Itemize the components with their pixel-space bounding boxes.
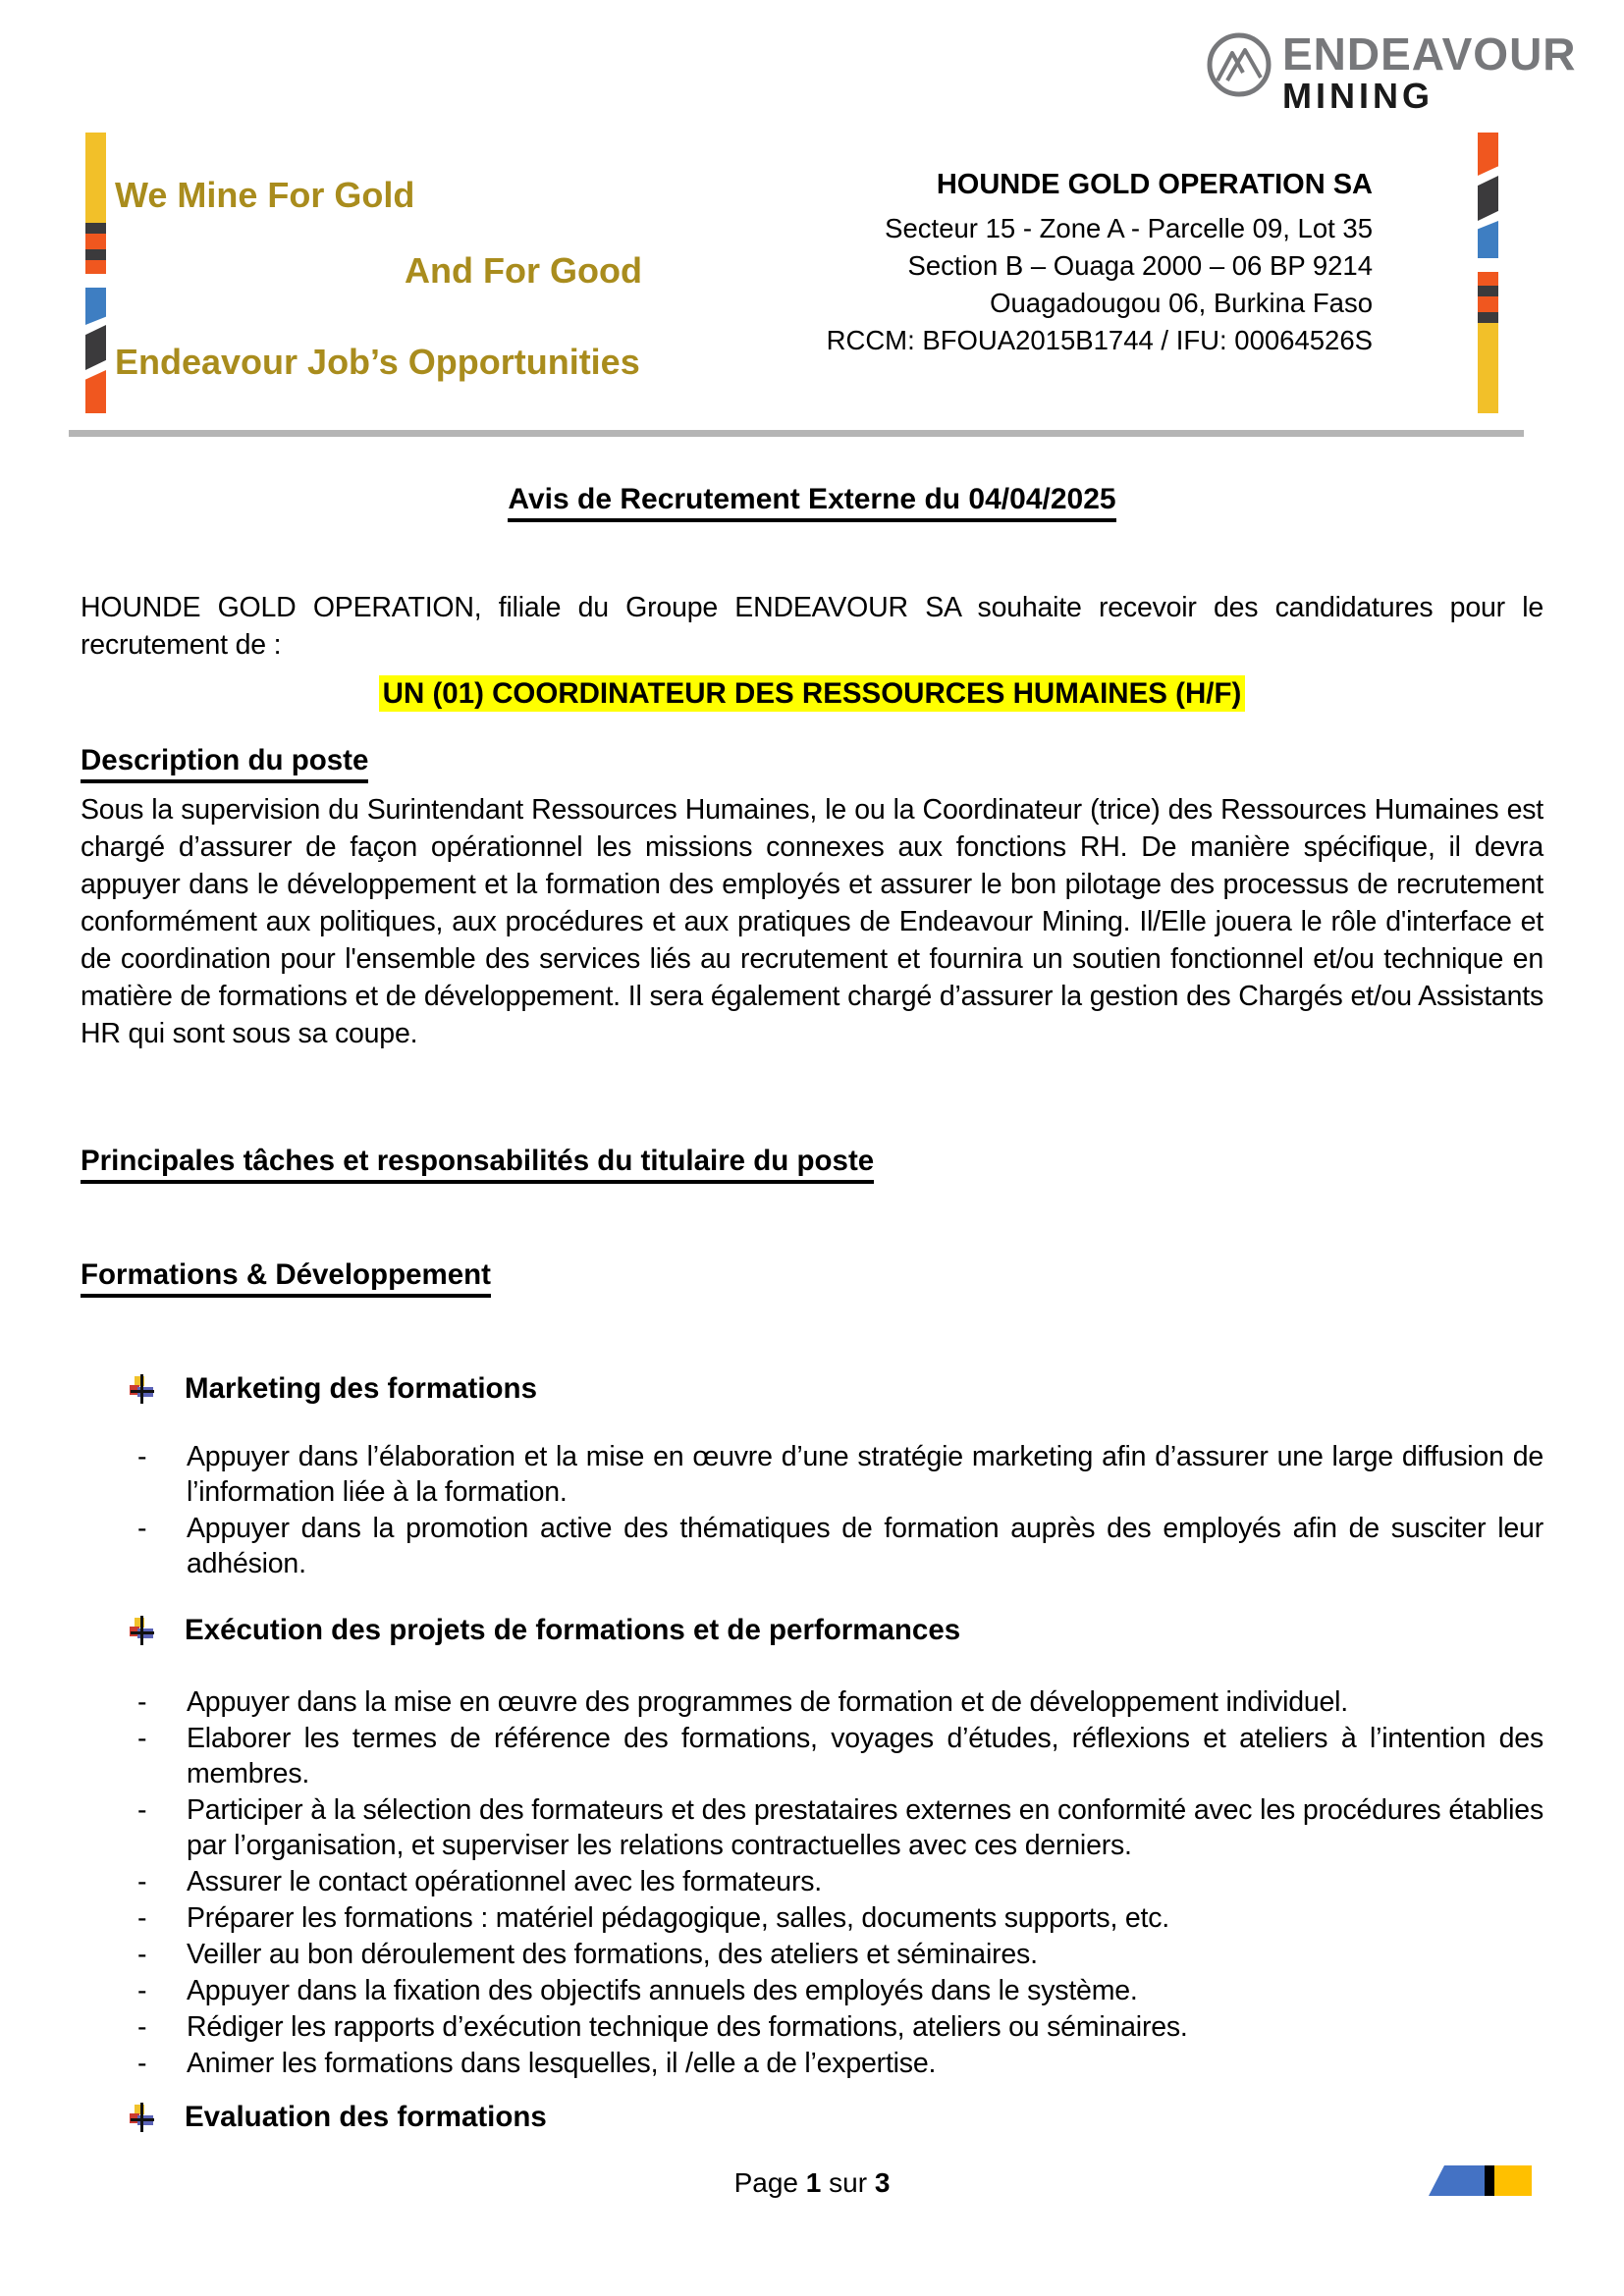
intro-paragraph: HOUNDE GOLD OPERATION, filiale du Groupe ENDEAVOUR SA souhaite recevoir des candidatures pour le recrutement de : (81, 592, 1543, 661)
marketing-task-list (81, 1439, 1543, 1582)
list-item: - Assurer le contact opérationnel avec les formateurs. (81, 1864, 1543, 1899)
marketing-subsection-label: Marketing des formations (185, 1372, 537, 1405)
company-address-block (589, 165, 1373, 359)
dash-bullet: - (137, 1866, 147, 1897)
list-item: - Veiller au bon déroulement des formations, des ateliers et séminaires. (81, 1937, 1543, 1972)
address-line-4: RCCM: BFOUA2015B1744 / IFU: 00064526S (826, 324, 1373, 355)
description-heading: Description du poste (81, 744, 1543, 777)
dash-bullet: - (137, 2048, 147, 2079)
list-item: - Appuyer dans l’élaboration et la mise en œuvre d’une stratégie marketing afin d’assurer une large diffusion de l’information liée à la formation. (81, 1439, 1543, 1510)
execution-task-list (81, 1684, 1543, 2082)
left-color-bar (85, 133, 106, 413)
execution-subsection-heading (81, 1614, 1543, 1647)
slogan-jobs-opportunities: Endeavour Job’s Opportunities (115, 342, 640, 382)
dash-bullet: - (137, 2011, 147, 2043)
colored-plus-bullet-icon (130, 1616, 155, 1645)
marketing-subsection-heading (81, 1372, 1543, 1406)
position-title-highlight: UN (01) COORDINATEUR DES RESSOURCES HUMAINES (H/F) (81, 677, 1543, 711)
list-item: - Appuyer dans la fixation des objectifs annuels des employés dans le système. (81, 1973, 1543, 2008)
dash-bullet: - (137, 1686, 147, 1718)
list-item: - Appuyer dans la promotion active des thématiques de formation auprès des employés afin de susciter leur adhésion. (81, 1511, 1543, 1581)
list-item: - Participer à la sélection des formateurs et des prestataires externes en conformité avec les procédures établies par l’organisation, et superviser les relations contractuelles avec ces derniers. (81, 1792, 1543, 1863)
dash-bullet: - (137, 1441, 147, 1472)
dash-bullet: - (137, 1794, 147, 1826)
company-name: HOUNDE GOLD OPERATION SA (936, 169, 1373, 200)
header-divider (69, 430, 1524, 437)
logo-word-mining: MINING (1282, 76, 1434, 116)
list-item: - Appuyer dans la mise en œuvre des programmes de formation et de développement individuel. (81, 1684, 1543, 1720)
slogan-and-for-good: And For Good (405, 250, 642, 291)
list-item: - Elaborer les termes de référence des formations, voyages d’études, réflexions et ateliers à l’intention des membres. (81, 1721, 1543, 1791)
address-line-3: Ouagadougou 06, Burkina Faso (990, 287, 1373, 318)
slogan-we-mine-for-gold: We Mine For Gold (115, 175, 415, 215)
dash-bullet: - (137, 1975, 147, 2006)
formations-heading: Formations & Développement (81, 1258, 1543, 1292)
address-line-1: Secteur 15 - Zone A - Parcelle 09, Lot 35 (885, 213, 1373, 244)
dash-bullet: - (137, 1513, 147, 1544)
tasks-heading: Principales tâches et responsabilités du titulaire du poste (81, 1145, 1543, 1178)
dash-bullet: - (137, 1939, 147, 1970)
address-line-2: Section B – Ouaga 2000 – 06 BP 9214 (907, 249, 1373, 281)
evaluation-subsection-heading (81, 2101, 1543, 2134)
logo-word-endeavour: ENDEAVOUR (1282, 28, 1577, 80)
endeavour-mining-logo (1206, 28, 1577, 116)
page-number: Page 1 sur 3 (733, 2167, 891, 2198)
list-item: - Rédiger les rapports d’exécution technique des formations, ateliers ou séminaires. (81, 2009, 1543, 2045)
description-paragraph: Sous la supervision du Surintendant Ressources Humaines, le ou la Coordinateur (trice) des Ressources Humaines est chargé d’assurer de façon opérationnel les missions connexes aux fonctions RH. De manière spécifique, il devra appuyer dans le développement et la formation des employés et assurer le bon pilotage des processus de recrutement conformément aux politiques, aux procédures et aux pratiques de Endeavour Mining. Il/Elle jouera le rôle d'interface et de coordination pour l'ensemble des services liés au recrutement et fournira un soutien fonctionnel et/ou technique en matière de formations et de développement. Il sera également chargé d’assurer la gestion des Chargés et/ou Assistants HR qui sont sous sa coupe. (81, 794, 1543, 1049)
right-color-bar (1478, 133, 1498, 413)
dash-bullet: - (137, 1902, 147, 1934)
evaluation-subsection-label: Evaluation des formations (185, 2101, 547, 2133)
list-item: - Animer les formations dans lesquelles, il /elle a de l’expertise. (81, 2046, 1543, 2081)
document-title: Avis de Recrutement Externe du 04/04/2025 (81, 483, 1543, 516)
mountain-circle-icon (1206, 31, 1272, 103)
dash-bullet: - (137, 1723, 147, 1754)
execution-subsection-label: Exécution des projets de formations et de performances (185, 1614, 961, 1646)
colored-plus-bullet-icon (130, 2103, 155, 2132)
colored-plus-bullet-icon (130, 1374, 155, 1404)
list-item: - Préparer les formations : matériel pédagogique, salles, documents supports, etc. (81, 1900, 1543, 1936)
footer-flag-icon (1429, 2165, 1533, 2201)
